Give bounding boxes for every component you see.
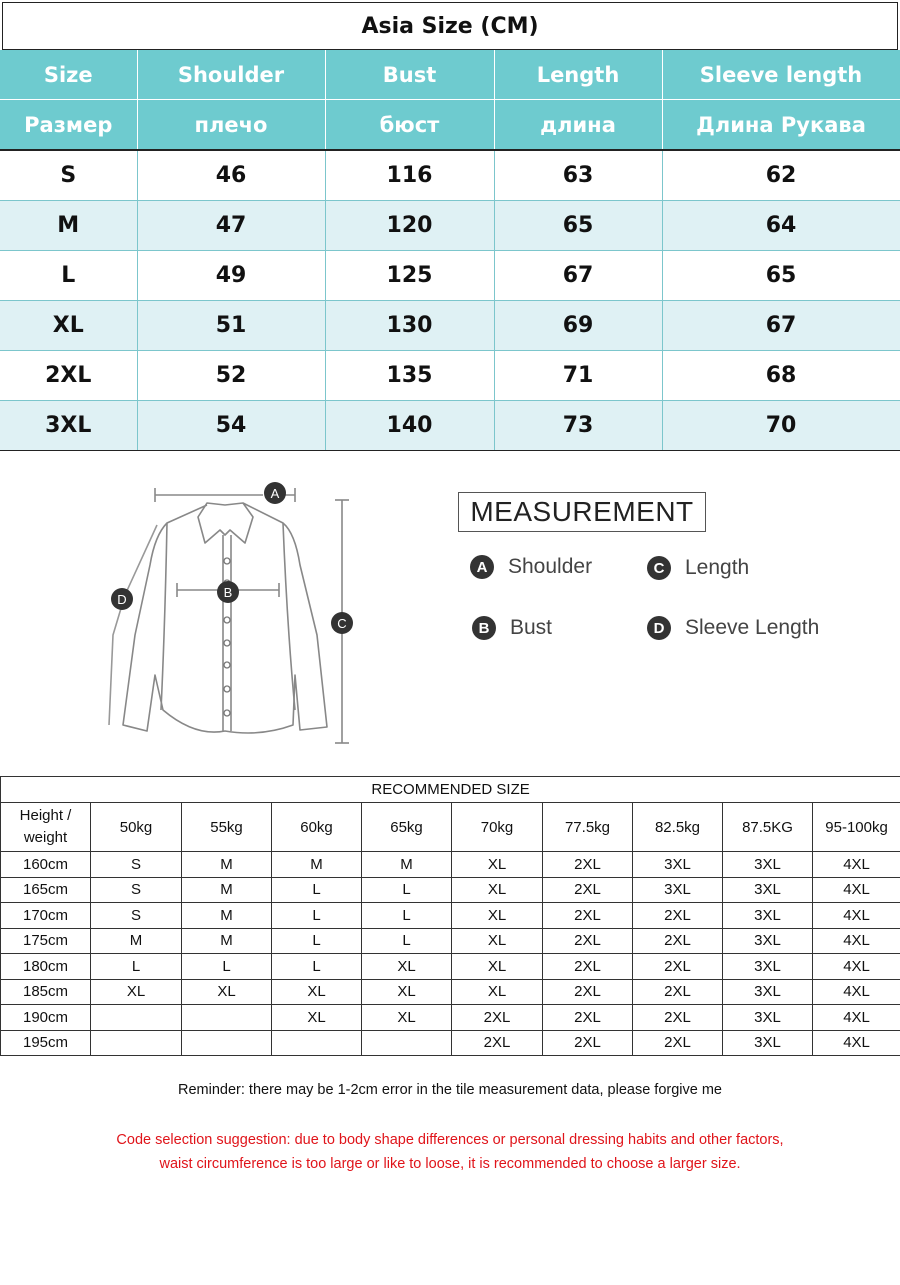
- size-cell: XL: [362, 979, 452, 1005]
- asia-header-row-en: [0, 50, 900, 100]
- legend-bust: [472, 616, 552, 640]
- asia-cell: L: [0, 251, 137, 301]
- height-weight-corner: [1, 803, 91, 852]
- size-cell: 4XL: [813, 877, 900, 903]
- recommended-header-row: [1, 803, 900, 852]
- weight-header: 82.5kg: [633, 803, 723, 852]
- size-cell: L: [272, 928, 362, 954]
- table-row: [1, 928, 900, 954]
- size-cell: M: [182, 903, 272, 929]
- recommended-size-title: RECOMMENDED SIZE: [1, 777, 900, 803]
- asia-table-row: [0, 401, 900, 451]
- size-cell: 3XL: [723, 877, 813, 903]
- weight-header: 65kg: [362, 803, 452, 852]
- size-cell: [91, 1030, 182, 1056]
- size-cell: 3XL: [633, 852, 723, 878]
- size-cell: XL: [362, 954, 452, 980]
- size-cell: XL: [272, 1005, 362, 1031]
- asia-header-row-ru: [0, 100, 900, 151]
- asia-cell: 62: [662, 150, 900, 201]
- size-cell: 2XL: [543, 928, 633, 954]
- asia-table-row: [0, 251, 900, 301]
- marker-c: [331, 612, 353, 634]
- size-cell: M: [182, 852, 272, 878]
- legend-length-label: Length: [685, 556, 750, 579]
- size-cell: 3XL: [723, 954, 813, 980]
- legend-length-icon: C: [647, 556, 671, 580]
- size-cell: [91, 1005, 182, 1031]
- asia-cell: XL: [0, 301, 137, 351]
- asia-table-row: [0, 351, 900, 401]
- legend-shoulder-label: Shoulder: [508, 555, 593, 578]
- size-cell: XL: [452, 903, 543, 929]
- size-cell: M: [182, 877, 272, 903]
- size-cell: L: [91, 954, 182, 980]
- height-cell: 160cm: [1, 852, 91, 878]
- size-cell: 3XL: [723, 1005, 813, 1031]
- size-cell: [182, 1005, 272, 1031]
- legend-bust-icon: B: [472, 616, 496, 640]
- size-cell: 2XL: [543, 954, 633, 980]
- size-cell: 3XL: [723, 928, 813, 954]
- legend-sleeve-length-icon: D: [647, 616, 671, 640]
- weight-header: 95-100kg: [813, 803, 900, 852]
- size-cell: 2XL: [543, 903, 633, 929]
- asia-cell: 130: [325, 301, 494, 351]
- size-cell: L: [362, 928, 452, 954]
- size-cell: XL: [182, 979, 272, 1005]
- size-cell: M: [182, 928, 272, 954]
- asia-cell: 116: [325, 150, 494, 201]
- table-row: [1, 903, 900, 929]
- size-cell: 3XL: [723, 852, 813, 878]
- size-cell: XL: [91, 979, 182, 1005]
- weight-header: 60kg: [272, 803, 362, 852]
- asia-cell: 135: [325, 351, 494, 401]
- height-cell: 180cm: [1, 954, 91, 980]
- marker-d: [111, 588, 133, 610]
- legend-bust-label: Bust: [510, 616, 553, 639]
- size-cell: 2XL: [633, 979, 723, 1005]
- weight-header: 87.5KG: [723, 803, 813, 852]
- size-cell: XL: [452, 979, 543, 1005]
- size-cell: 3XL: [633, 877, 723, 903]
- asia-cell: Размер: [0, 100, 137, 151]
- asia-cell: 67: [494, 251, 662, 301]
- asia-cell: 125: [325, 251, 494, 301]
- table-row: [1, 1005, 900, 1031]
- svg-text:C: C: [337, 616, 347, 631]
- weight-header: 50kg: [91, 803, 182, 852]
- size-cell: S: [91, 852, 182, 878]
- size-cell: M: [91, 928, 182, 954]
- size-cell: L: [362, 877, 452, 903]
- asia-cell: Shoulder: [137, 50, 325, 100]
- size-cell: L: [272, 903, 362, 929]
- asia-cell: Bust: [325, 50, 494, 100]
- size-cell: L: [272, 954, 362, 980]
- size-cell: XL: [362, 1005, 452, 1031]
- size-cell: 2XL: [633, 903, 723, 929]
- asia-cell: Длина Рукава: [662, 100, 900, 151]
- asia-cell: 65: [494, 201, 662, 251]
- size-cell: XL: [452, 852, 543, 878]
- size-cell: L: [182, 954, 272, 980]
- height-cell: 190cm: [1, 1005, 91, 1031]
- size-cell: [362, 1030, 452, 1056]
- asia-cell: 69: [494, 301, 662, 351]
- legend-shoulder: [470, 555, 592, 579]
- legend-length: [647, 556, 749, 580]
- size-cell: 4XL: [813, 954, 900, 980]
- weight-header: 70kg: [452, 803, 543, 852]
- size-cell: XL: [452, 928, 543, 954]
- asia-table-row: [0, 301, 900, 351]
- size-cell: 4XL: [813, 1005, 900, 1031]
- size-cell: [182, 1030, 272, 1056]
- size-cell: 2XL: [633, 954, 723, 980]
- asia-cell: 64: [662, 201, 900, 251]
- asia-size-title: Asia Size (CM): [2, 2, 898, 50]
- marker-a: [264, 482, 286, 504]
- asia-cell: S: [0, 150, 137, 201]
- asia-cell: 68: [662, 351, 900, 401]
- table-row: [1, 852, 900, 878]
- height-cell: 185cm: [1, 979, 91, 1005]
- asia-cell: 46: [137, 150, 325, 201]
- asia-cell: 140: [325, 401, 494, 451]
- size-cell: S: [91, 877, 182, 903]
- legend-sleeve-length-label: Sleeve Length: [685, 616, 820, 639]
- size-cell: [272, 1030, 362, 1056]
- size-cell: 4XL: [813, 852, 900, 878]
- size-cell: 4XL: [813, 928, 900, 954]
- asia-cell: 63: [494, 150, 662, 201]
- size-cell: L: [362, 903, 452, 929]
- size-cell: XL: [272, 979, 362, 1005]
- size-cell: 2XL: [633, 1005, 723, 1031]
- asia-cell: 51: [137, 301, 325, 351]
- asia-table-row: [0, 150, 900, 201]
- table-row: [1, 877, 900, 903]
- legend-shoulder-icon: A: [470, 555, 494, 579]
- asia-cell: длина: [494, 100, 662, 151]
- size-cell: M: [362, 852, 452, 878]
- table-row: [1, 1030, 900, 1056]
- size-cell: 2XL: [633, 928, 723, 954]
- height-cell: 170cm: [1, 903, 91, 929]
- height-cell: 165cm: [1, 877, 91, 903]
- asia-cell: 49: [137, 251, 325, 301]
- size-suggestion-note: Code selection suggestion: due to body shape differences or personal dressing habits and other factors, waist circumference is too large or like to loose, it is recommended to choose a larger size.: [116, 1132, 784, 1172]
- size-cell: 3XL: [723, 903, 813, 929]
- recommended-size-table: [0, 776, 900, 1056]
- svg-text:A: A: [270, 486, 280, 501]
- asia-cell: 54: [137, 401, 325, 451]
- asia-cell: плечо: [137, 100, 325, 151]
- size-cell: 2XL: [543, 1005, 633, 1031]
- size-cell: 2XL: [633, 1030, 723, 1056]
- asia-cell: 73: [494, 401, 662, 451]
- asia-table-row: [0, 201, 900, 251]
- asia-cell: M: [0, 201, 137, 251]
- size-cell: 3XL: [723, 979, 813, 1005]
- weight-header: 55kg: [182, 803, 272, 852]
- size-cell: 2XL: [543, 1030, 633, 1056]
- shirt-measurement-diagram: [95, 475, 385, 750]
- size-cell: 2XL: [543, 979, 633, 1005]
- size-cell: 2XL: [452, 1030, 543, 1056]
- asia-cell: 70: [662, 401, 900, 451]
- size-cell: 4XL: [813, 903, 900, 929]
- marker-b: [217, 581, 239, 603]
- size-cell: 2XL: [543, 877, 633, 903]
- asia-cell: бюст: [325, 100, 494, 151]
- size-cell: 2XL: [543, 852, 633, 878]
- asia-cell: 65: [662, 251, 900, 301]
- asia-size-table: [0, 50, 900, 451]
- corner-line2: weight: [23, 829, 68, 846]
- size-cell: S: [91, 903, 182, 929]
- size-cell: 3XL: [723, 1030, 813, 1056]
- reminder-note: Reminder: there may be 1-2cm error in the tile measurement data, please forgive me: [178, 1082, 722, 1098]
- asia-cell: 67: [662, 301, 900, 351]
- asia-cell: 120: [325, 201, 494, 251]
- table-row: [1, 954, 900, 980]
- corner-line1: Height /: [19, 807, 72, 824]
- asia-cell: 71: [494, 351, 662, 401]
- asia-cell: Sleeve length: [662, 50, 900, 100]
- weight-header: 77.5kg: [543, 803, 633, 852]
- asia-cell: 52: [137, 351, 325, 401]
- asia-cell: 47: [137, 201, 325, 251]
- asia-cell: Size: [0, 50, 137, 100]
- size-cell: 4XL: [813, 979, 900, 1005]
- asia-cell: Length: [494, 50, 662, 100]
- asia-cell: 3XL: [0, 401, 137, 451]
- table-row: [1, 979, 900, 1005]
- height-cell: 175cm: [1, 928, 91, 954]
- size-cell: L: [272, 877, 362, 903]
- size-cell: XL: [452, 954, 543, 980]
- asia-cell: 2XL: [0, 351, 137, 401]
- size-cell: XL: [452, 877, 543, 903]
- legend-sleeve-length: [647, 616, 819, 640]
- size-cell: 2XL: [452, 1005, 543, 1031]
- svg-text:B: B: [223, 585, 233, 600]
- measurement-title: MEASUREMENT: [458, 492, 706, 532]
- height-cell: 195cm: [1, 1030, 91, 1056]
- svg-text:D: D: [117, 592, 127, 607]
- size-cell: 4XL: [813, 1030, 900, 1056]
- size-cell: M: [272, 852, 362, 878]
